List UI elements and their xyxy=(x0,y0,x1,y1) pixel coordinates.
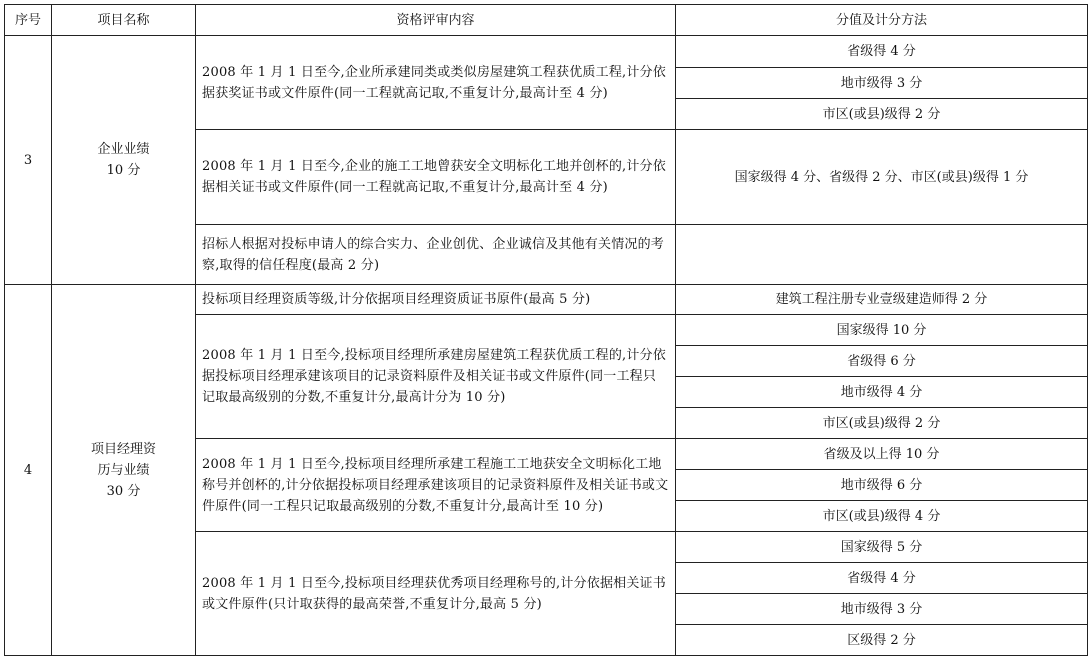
row4-item2-score-3: 地市级得 4 分 xyxy=(676,377,1088,408)
row3-name-line2: 10 分 xyxy=(106,163,141,178)
row3-item1-score-3: 市区(或县)级得 2 分 xyxy=(676,99,1088,130)
row4-item1-score: 建筑工程注册专业壹级建造师得 2 分 xyxy=(676,285,1088,315)
row4-item2-score-4: 市区(或县)级得 2 分 xyxy=(676,408,1088,439)
row3-no: 3 xyxy=(5,36,52,285)
header-content: 资格评审内容 xyxy=(196,5,676,36)
row4-item2-score-1: 国家级得 10 分 xyxy=(676,315,1088,346)
row3-item1-score-2: 地市级得 3 分 xyxy=(676,68,1088,99)
header-score: 分值及计分方法 xyxy=(676,5,1088,36)
row4-item1-content: 投标项目经理资质等级,计分依据项目经理资质证书原件(最高 5 分) xyxy=(196,285,676,315)
row3-item2-score: 国家级得 4 分、省级得 2 分、市区(或县)级得 1 分 xyxy=(676,130,1088,225)
row4-name-line1: 项目经理资 xyxy=(90,441,156,457)
row4-item4-score-4: 区级得 2 分 xyxy=(676,625,1088,656)
row3-item1-score-1: 省级得 4 分 xyxy=(676,36,1088,68)
row3-item3-score xyxy=(676,225,1088,285)
row4-item3-content: 2008 年 1 月 1 日至今,投标项目经理所承建工程施工工地获安全文明标化工地称号并创杯的,计分依据投标项目经理承建该项目的记录资料原件及相关证书或文件原件(同一工程只记取最高级别的分数,不重复计分,最高计至 10 分) xyxy=(196,439,676,532)
header-row xyxy=(5,5,1088,36)
row4-item2-content: 2008 年 1 月 1 日至今,投标项目经理所承建房屋建筑工程获优质工程的,计分依据投标项目经理承建该项目的记录资料原件及相关证书或文件原件(同一工程只记取最高级别的分数,不重复计分,最高计分为 10 分) xyxy=(196,315,676,439)
row3-item2-content: 2008 年 1 月 1 日至今,企业的施工工地曾获安全文明标化工地并创杯的,计分依据相关证书或文件原件(同一工程就高记取,不重复计分,最高计至 4 分) xyxy=(196,130,676,225)
row4-item4-score-2: 省级得 4 分 xyxy=(676,563,1088,594)
row4-item4-score-3: 地市级得 3 分 xyxy=(676,594,1088,625)
row4-no: 4 xyxy=(5,285,52,656)
row4-name-line3: 30 分 xyxy=(106,483,141,499)
row4-item3-score-3: 市区(或县)级得 4 分 xyxy=(676,501,1088,532)
row4-name xyxy=(52,285,196,656)
table-row xyxy=(5,36,1088,68)
header-no: 序号 xyxy=(5,5,52,36)
row4-name-line2: 历与业绩 xyxy=(97,462,150,478)
row4-item4-score-1: 国家级得 5 分 xyxy=(676,532,1088,563)
row4-item4-content: 2008 年 1 月 1 日至今,投标项目经理获优秀项目经理称号的,计分依据相关证书或文件原件(只计取获得的最高荣誉,不重复计分,最高 5 分) xyxy=(196,532,676,656)
table-row xyxy=(5,285,1088,315)
row3-name xyxy=(52,36,196,285)
row4-item3-score-2: 地市级得 6 分 xyxy=(676,470,1088,501)
evaluation-table xyxy=(4,4,1088,656)
header-name: 项目名称 xyxy=(52,5,196,36)
row3-name-line1: 企业业绩 xyxy=(97,142,150,157)
row3-item3-content: 招标人根据对投标申请人的综合实力、企业创优、企业诚信及其他有关情况的考察,取得的信任程度(最高 2 分) xyxy=(196,225,676,285)
row3-item1-content: 2008 年 1 月 1 日至今,企业所承建同类或类似房屋建筑工程获优质工程,计分依据获奖证书或文件原件(同一工程就高记取,不重复计分,最高计至 4 分) xyxy=(196,36,676,130)
row4-item3-score-1: 省级及以上得 10 分 xyxy=(676,439,1088,470)
row4-item2-score-2: 省级得 6 分 xyxy=(676,346,1088,377)
